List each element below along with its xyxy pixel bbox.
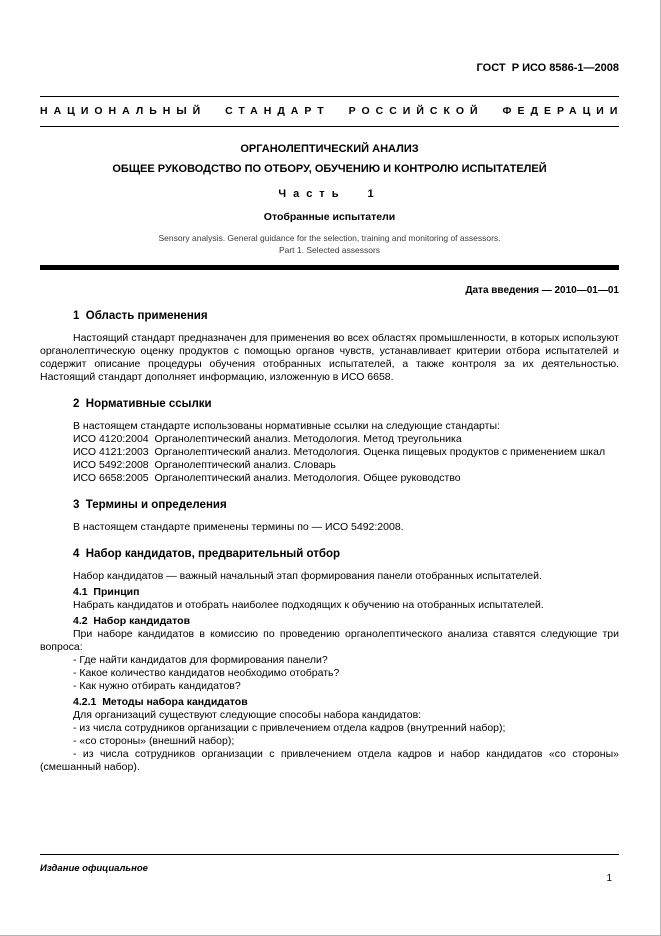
paragraph: ИСО 4120:2004 Органолептический анализ. Методология. Метод треугольника bbox=[73, 433, 462, 445]
paragraph: В настоящем стандарте применены термины по — ИСО 5492:2008. bbox=[73, 521, 404, 533]
paragraph: ИСО 4121:2003 Органолептический анализ. Методология. Оценка пищевых продуктов с применением шкал bbox=[73, 446, 606, 458]
document-content bbox=[40, 310, 622, 774]
english-title-line2: Part 1. Selected assessors bbox=[278, 245, 381, 255]
subsection-heading: 4.1 Принцип bbox=[73, 586, 140, 598]
edition-note: Издание официальное bbox=[40, 863, 148, 874]
english-title-line1: Sensory analysis. General guidance for the selection, training and monitoring of assessors. bbox=[158, 233, 501, 243]
effective-date: Дата введения — 2010—01—01 bbox=[465, 285, 619, 296]
paragraph: - Как нужно отбирать кандидатов? bbox=[73, 680, 241, 692]
section-heading: 3 Термины и определения bbox=[73, 499, 227, 511]
subsection-heading: 4.2 Набор кандидатов bbox=[73, 615, 191, 627]
paragraph: - из числа сотрудников организации с привлечением отдела кадров и набор кандидатов «со стороны» (смешанный набор). bbox=[40, 748, 622, 773]
paragraph: Настоящий стандарт предназначен для применения во всех областях промышленности, в которых используют органолептическую оценку продуктов с помощью органов чувств, устанавливает критерии отбора испытателей и содержит описание процедуры обучения отобранных испытателей, а также контроля за их деятельностью. Настоящий стандарт дополняет информацию, изложенную в ИСО 6658. bbox=[40, 332, 622, 383]
section-heading: 4 Набор кандидатов, предварительный отбор bbox=[73, 548, 340, 560]
subsection-heading: 4.2.1 Методы набора кандидатов bbox=[73, 696, 248, 708]
part-number: Часть 1 bbox=[278, 188, 381, 200]
title-separator-rule bbox=[40, 265, 619, 270]
section-heading: 1 Область применения bbox=[73, 310, 208, 322]
header-bottom-rule bbox=[40, 126, 619, 127]
paragraph: - Какое количество кандидатов необходимо отобрать? bbox=[73, 667, 340, 679]
paragraph: Набор кандидатов — важный начальный этап формирования панели отобранных испытателей. bbox=[73, 570, 542, 582]
footer-rule bbox=[40, 854, 619, 855]
section-heading: 2 Нормативные ссылки bbox=[73, 398, 212, 410]
header-top-rule bbox=[40, 96, 619, 97]
paragraph: При наборе кандидатов в комиссию по проведению органолептического анализа ставятся следующие три вопроса: bbox=[40, 628, 622, 653]
paragraph: - Где найти кандидатов для формирования панели? bbox=[73, 654, 328, 666]
document-title-line1: ОРГАНОЛЕПТИЧЕСКИЙ АНАЛИЗ bbox=[240, 143, 419, 155]
document-code: ГОСТ Р ИСО 8586-1—2008 bbox=[476, 62, 619, 74]
paragraph: ИСО 5492:2008 Органолептический анализ. Словарь bbox=[73, 459, 336, 471]
paragraph: - «со стороны» (внешний набор); bbox=[73, 735, 235, 747]
part-subtitle: Отобранные испытатели bbox=[263, 211, 396, 223]
page-number: 1 bbox=[606, 873, 612, 884]
paragraph: - из числа сотрудников организации с привлечением отдела кадров (внутренний набор); bbox=[73, 722, 506, 734]
paragraph: Для организаций существуют следующие способы набора кандидатов: bbox=[73, 709, 422, 721]
paragraph: Набрать кандидатов и отобрать наиболее подходящих к обучению на отобранных испытателей. bbox=[73, 599, 544, 611]
national-standard-banner: НАЦИОНАЛЬНЫЙ СТАНДАРТ РОССИЙСКОЙ ФЕДЕРАЦИИ bbox=[40, 105, 624, 117]
paragraph: В настоящем стандарте использованы нормативные ссылки на следующие стандарты: bbox=[73, 420, 500, 432]
document-title-line2: ОБЩЕЕ РУКОВОДСТВО ПО ОТБОРУ, ОБУЧЕНИЮ И КОНТРОЛЮ ИСПЫТАТЕЛЕЙ bbox=[112, 163, 547, 175]
paragraph: ИСО 6658:2005 Органолептический анализ. Методология. Общее руководство bbox=[73, 472, 461, 484]
